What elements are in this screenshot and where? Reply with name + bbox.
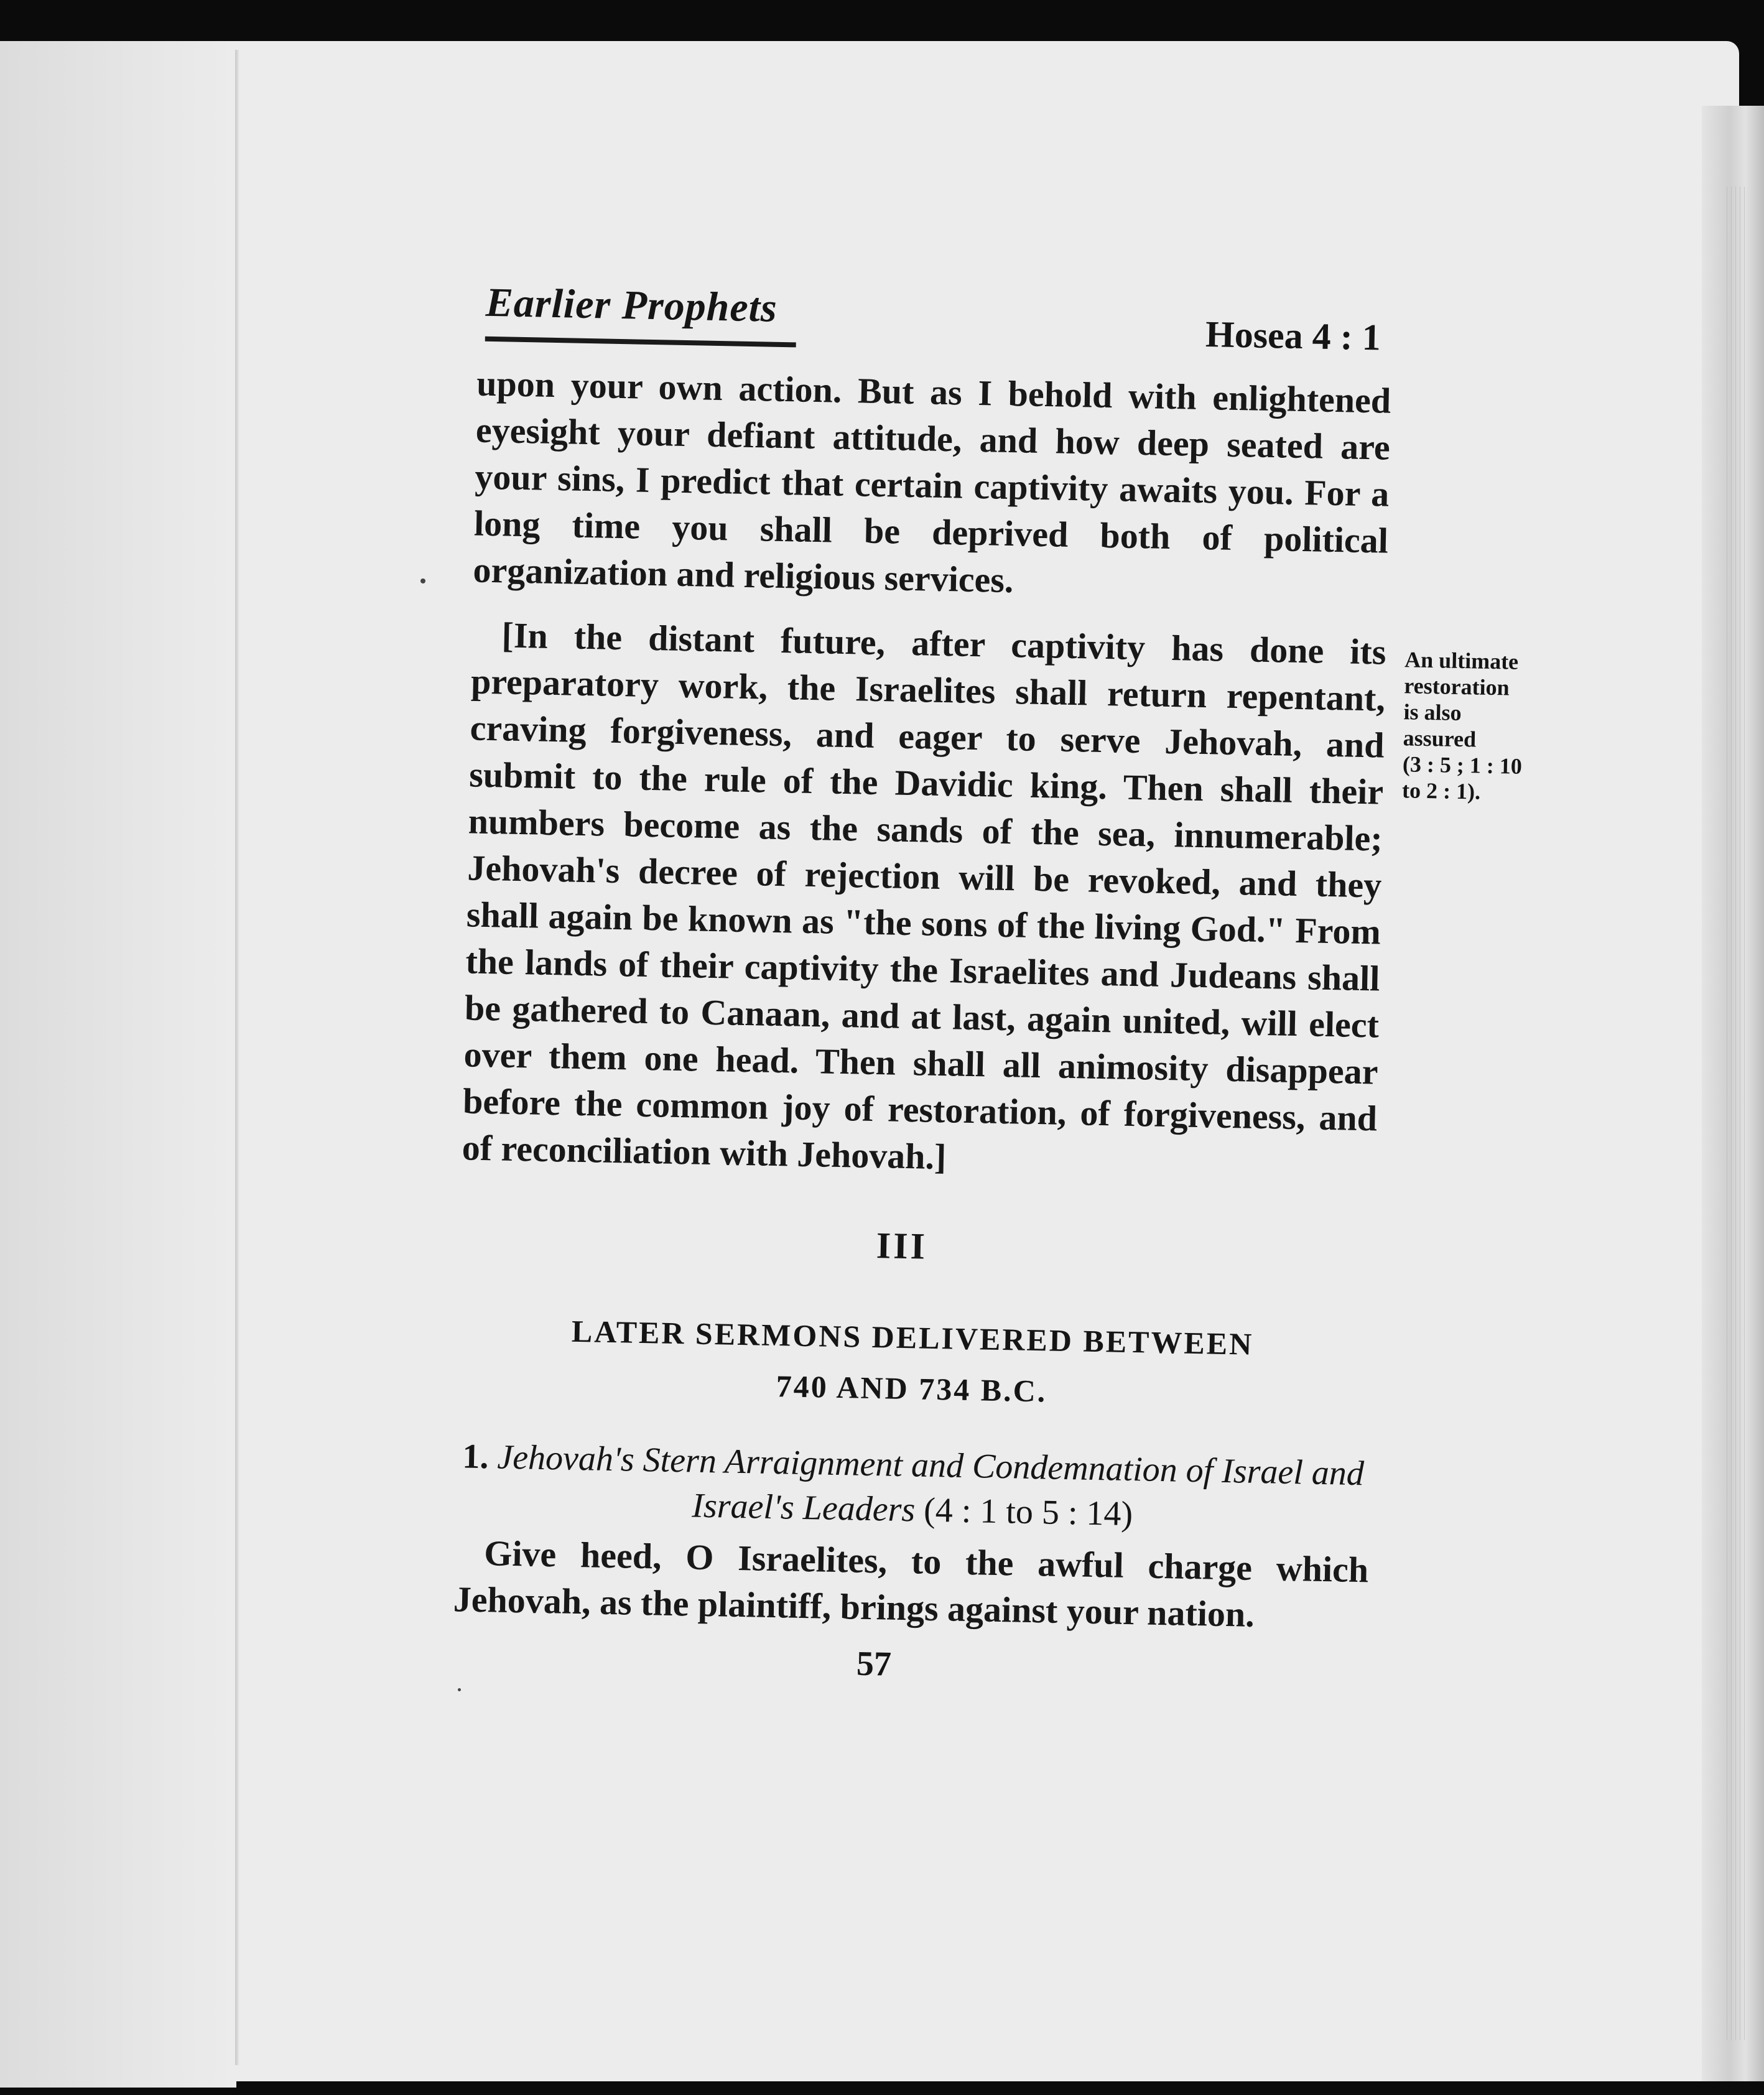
- chapter-verse-reference: Hosea 4 : 1: [1205, 314, 1381, 358]
- page-edge-lines: [1723, 187, 1748, 2040]
- running-head: Earlier Prophets: [485, 279, 778, 331]
- page-number: 57: [856, 1644, 892, 1684]
- text-block: [433, 267, 1523, 1704]
- section-title: [463, 1303, 1361, 1423]
- scan-speck: [458, 1688, 461, 1691]
- subheading-reference: (4 : 1 to 5 : 14): [923, 1490, 1133, 1534]
- gutter-shadow: [0, 41, 236, 2088]
- gutter-fold: [235, 50, 239, 2065]
- paragraph-2: [In the distant future, after captivity has done its preparatory work, the Israelites shall return repentant, craving forgiveness, and eager to serve Jehovah, and submit to the rule of the Davidic king. Then shall their numbers become as the sands of the sea, innumerable; Jehovah's decree of rejection will be revoked, and they shall again be known as "the sons of the living God." From the lands of their captivity the Israelites and Judeans shall be gathered to Canaan, and at last, again united, will elect over them one head. Then shall all animosity disappear before the common joy of restoration, of forgiveness, and of reconciliation with Jehovah.]: [462, 615, 1387, 1178]
- scan-speck: [420, 578, 425, 583]
- subheading-text: Jehovah's Stern Arraignment and Condemnation of Israel and Israel's Leaders: [496, 1438, 1365, 1530]
- section-title-line-2: 740 AND 734 B.C.: [776, 1368, 1047, 1409]
- subheading: [455, 1434, 1370, 1541]
- margin-note: An ultimate restoration is also assured (3 : 5 ; 1 : 10 to 2 : 1).: [1401, 647, 1523, 804]
- paragraph-1: upon your own action. But as I behold with enlightened eyesight your defiant attitude, and how deep seated are your sins, I predict that certain captivity awaits you. For a long time you shall be deprived both of political organization and religious services.: [473, 363, 1391, 601]
- section-title-line-1: LATER SERMONS DELIVERED BETWEEN: [571, 1313, 1254, 1362]
- running-head-rule: [485, 337, 796, 348]
- section-number: III: [876, 1225, 928, 1267]
- subheading-number: 1.: [462, 1437, 490, 1477]
- paragraph-3: Give heed, O Israelites, to the awful charge which Jehovah, as the plaintiff, brings against your nation.: [453, 1533, 1369, 1635]
